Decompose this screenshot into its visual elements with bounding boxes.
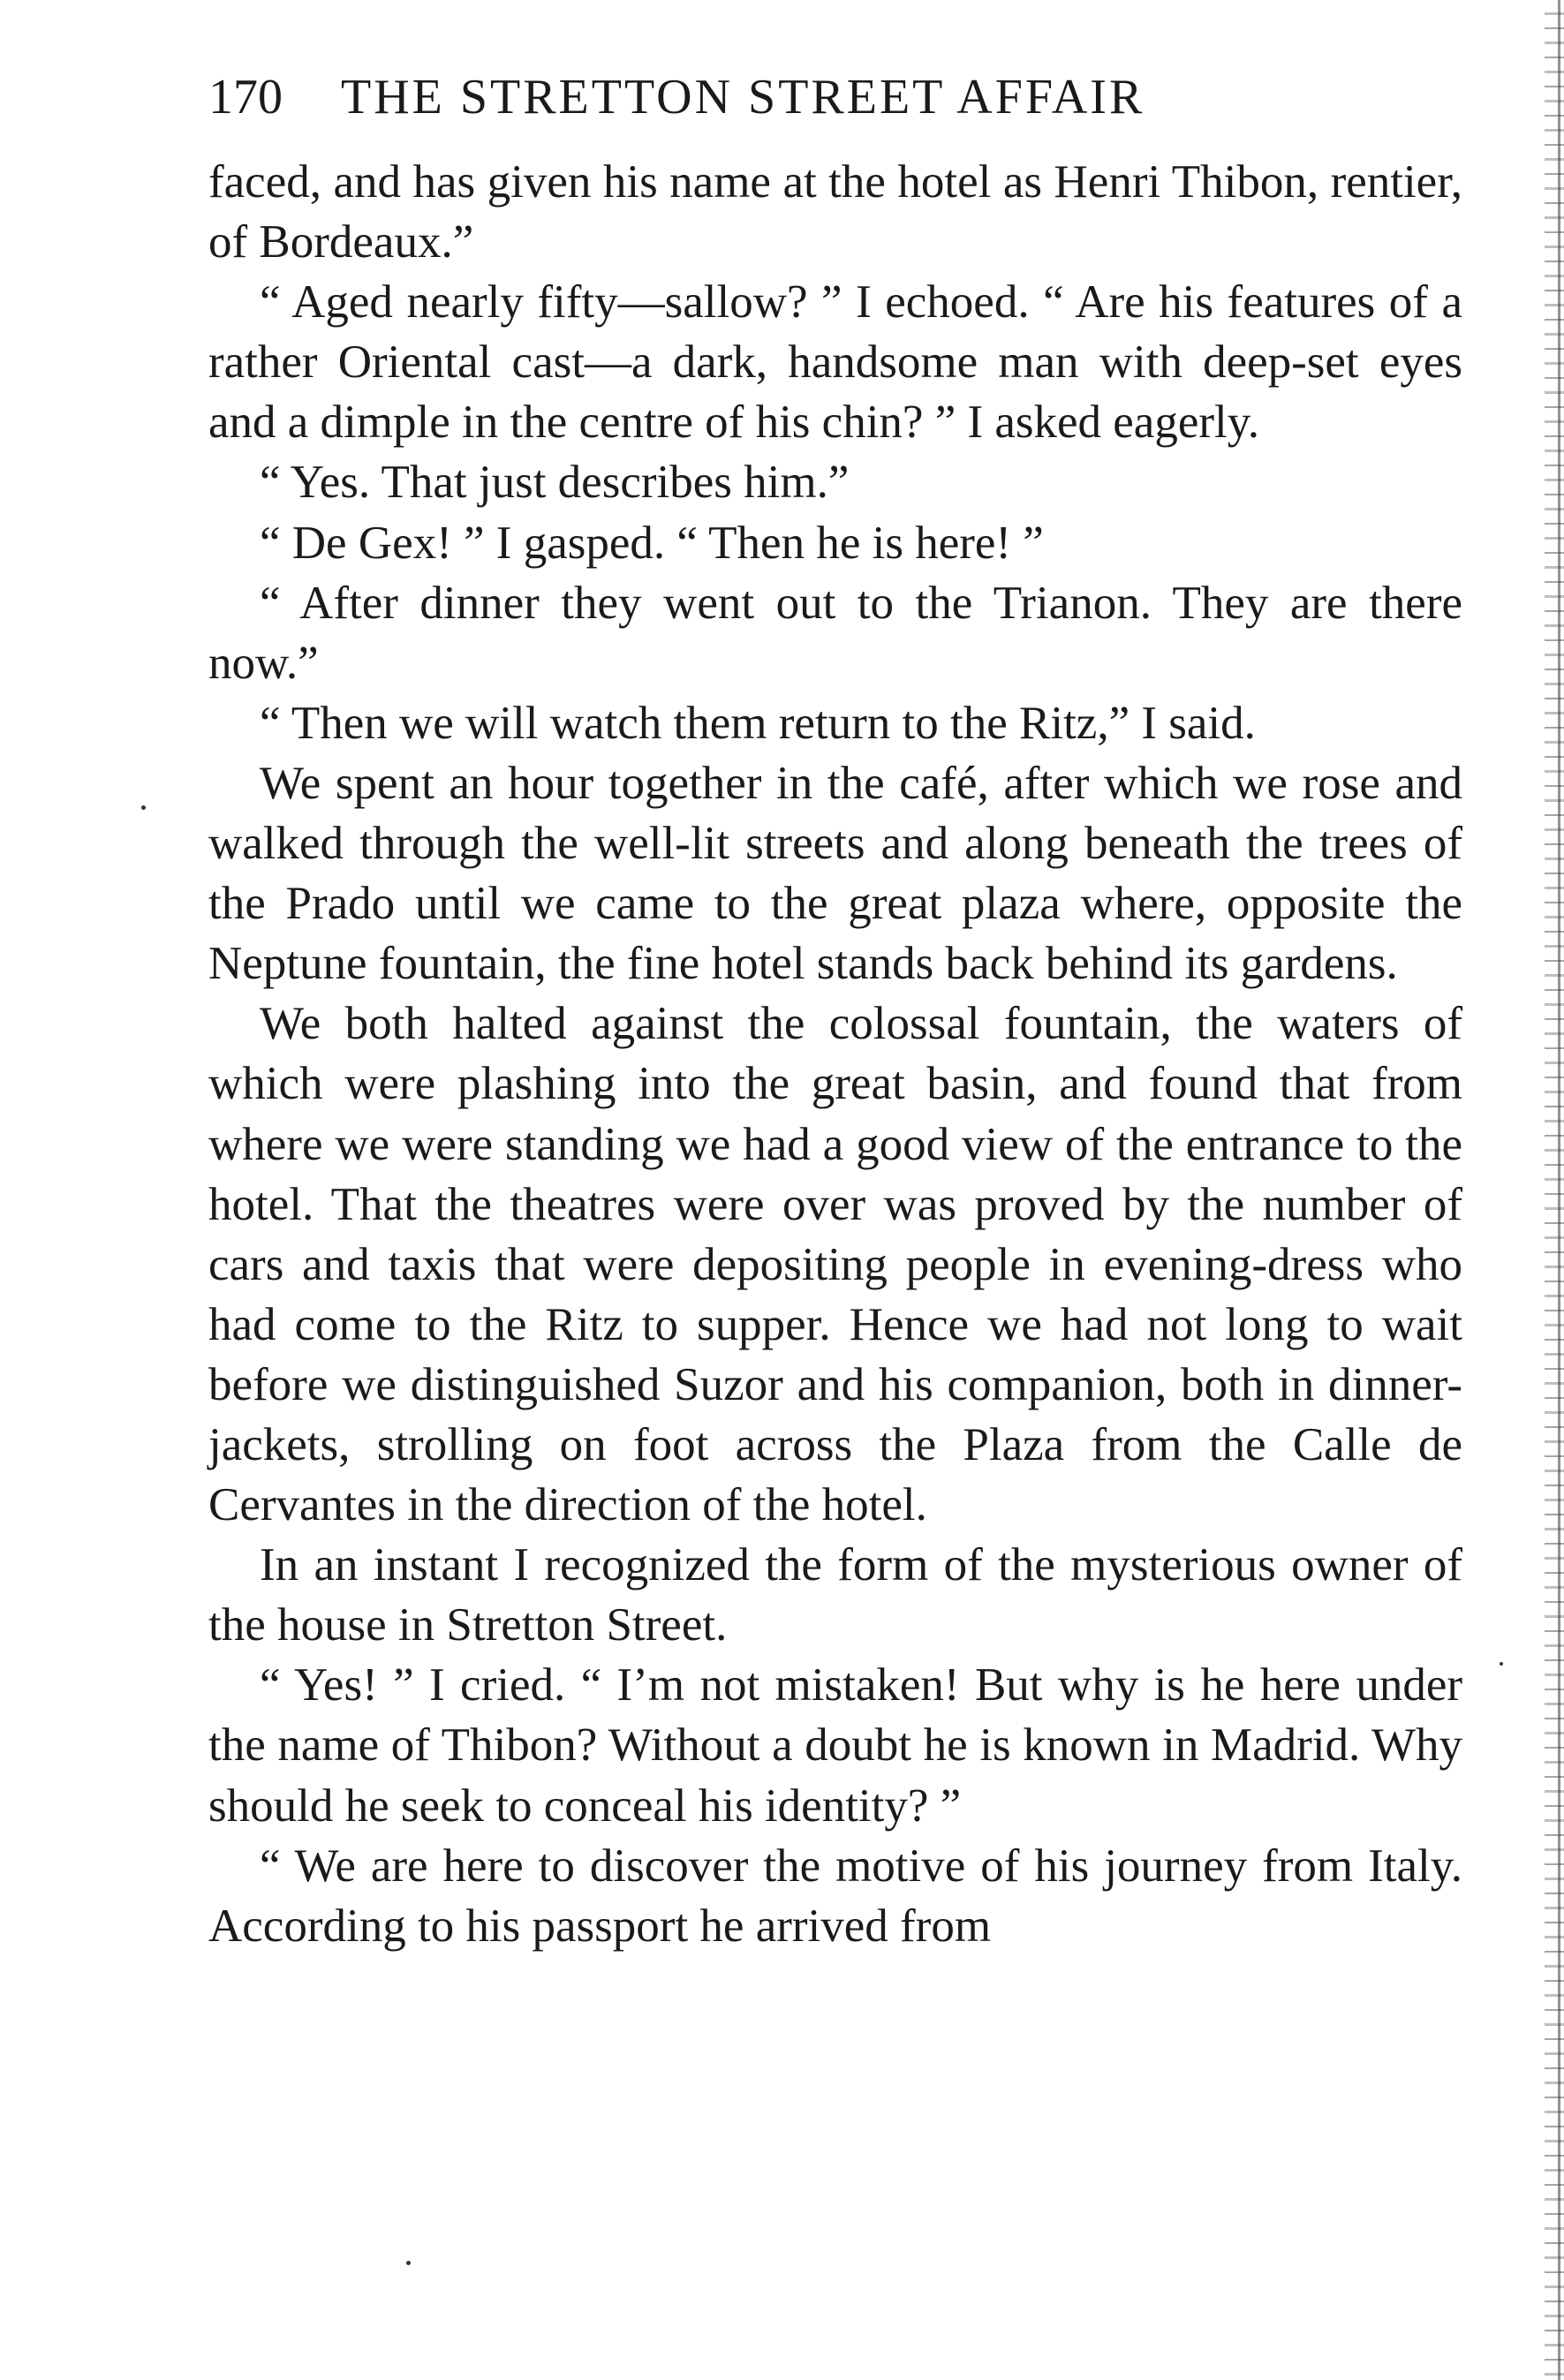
paragraph: “ Yes! ” I cried. “ I’m not mistaken! But why is he here under the name of Thibon? Without a doubt he is known in Madrid. Why should he seek to conceal his identity? ”: [208, 1659, 1462, 1832]
running-head: [208, 62, 1462, 132]
paragraph: We both halted against the colossal fountain, the waters of which were plashing into the great basin, and found that from where we were standing we had a good view of the entrance to the hotel. That the theatres were over was proved by the number of cars and taxis that were depositing people in evening-dress who had come to the Ritz to supper. Hence we had not long to wait before we distinguished Suzor and his companion, both in dinner-jackets, strolling on foot across the Plaza from the Calle de Cervantes in the direction of the hotel.: [208, 998, 1462, 1531]
paragraph: “ Aged nearly fifty—sallow? ” I echoed. “ Are his features of a rather Oriental cast—a dark, handsome man with deep-set eyes and a dimple in the centre of his chin? ” I asked eagerly.: [208, 276, 1462, 449]
paragraph: “ Yes. That just describes him.”: [260, 457, 850, 509]
ink-speck: [406, 2261, 411, 2265]
paragraph: In an instant I recognized the form of the mysterious owner of the house in Stretton Street.: [208, 1539, 1462, 1651]
ink-speck: [141, 805, 146, 810]
running-title: THE STRETTON STREET AFFAIR: [341, 70, 1145, 125]
body-text: [208, 152, 1462, 1956]
paragraph: “ Then we will watch them return to the Ritz,” I said.: [260, 697, 1256, 749]
page-number: 170: [208, 70, 283, 125]
paragraph: “ De Gex! ” I gasped. “ Then he is here! ”: [260, 517, 1044, 569]
paragraph: “ After dinner they went out to the Trianon. They are there now.”: [208, 577, 1462, 689]
paragraph: We spent an hour together in the café, after which we rose and walked through the well-lit streets and along beneath the trees of the Prado until we came to the great plaza where, opposite the Neptune fountain, the fine hotel stands back behind its gardens.: [208, 757, 1462, 990]
binding-edge: [1545, 0, 1564, 2380]
paragraph: faced, and has given his name at the hotel as Henri Thibon, rentier, of Bordeaux.”: [208, 156, 1462, 268]
binding-edge-line: [1558, 0, 1560, 2380]
ink-speck: [1500, 1662, 1503, 1666]
paragraph: “ We are here to discover the motive of his journey from Italy. According to his passport he arrived from: [208, 1840, 1462, 1952]
